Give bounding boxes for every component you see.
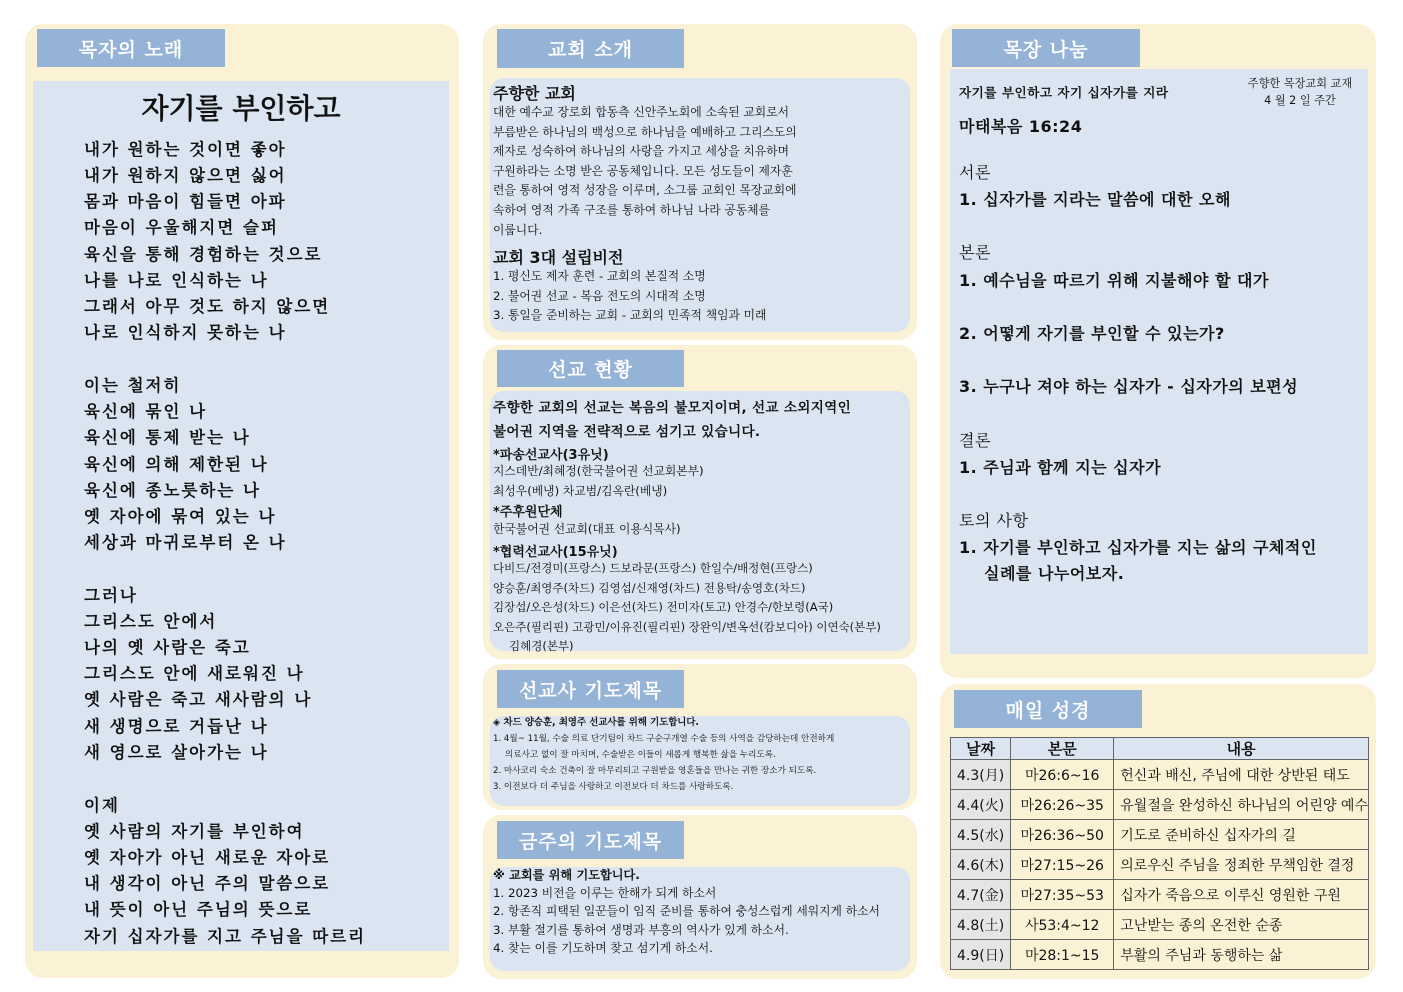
- body-item: 2. 어떻게 자기를 부인할 수 있는가?: [959, 324, 1225, 343]
- list-item: 1. 평신도 제자 훈련 - 교회의 본질적 소명: [493, 269, 706, 283]
- list-item: 2. 항존직 피택된 일꾼들이 임직 준비를 통하여 충성스럽게 세워지게 하소서: [493, 904, 880, 919]
- list-item: 의료사고 없이 잘 마치며, 수술받은 이들이 새롭게 행복한 삶을 누리도록.: [505, 750, 776, 760]
- poem-line: 몸과 마음이 힘들면 아파: [84, 192, 287, 211]
- weekly-prayer-title: ※ 교회를 위해 기도합니다.: [493, 868, 640, 882]
- weekly-prayer-list: [493, 884, 880, 958]
- poem-line: 그래서 아무 것도 하지 않으면: [84, 297, 331, 316]
- table-row: 4.3(月) 마26:6~16 헌신과 배신, 주님에 대한 상반된 태도: [951, 760, 1369, 790]
- table-row: 4.6(木) 마27:15~26 의로우신 주님을 정죄한 무책임한 결정: [951, 850, 1369, 880]
- poem-title: 자기를 부인하고: [141, 92, 341, 125]
- cell-sharing-header: 목장 나눔: [952, 29, 1140, 67]
- poem-line: 나로 인식하지 못하는 나: [84, 323, 287, 342]
- intro-header: 교회 소개: [497, 29, 684, 68]
- list-item: 양승훈/최영주(차드) 김영섭/신재영(차드) 전용탁/송영호(차드): [493, 580, 806, 595]
- poem-line: 이제: [84, 796, 120, 815]
- list-item: 김장섭/오은성(차드) 이은선(차드) 전미자(토고) 안경수/한보령(A국): [493, 600, 834, 615]
- sent-missionaries-title: *파송선교사(3유닛): [493, 448, 609, 463]
- table-header-row: [951, 738, 1369, 760]
- church-description: 대한 예수교 장로회 합동측 신안주노회에 소속된 교회로서 부름받은 하나님의 백성으로 하나님을 예배하고 그리스도의 제자로 성숙하여 하나님의 사랑을 가지고 세상을 치유하며 구원하라는 소명 받은 공동체입니다. 모든 성도들이 제자훈 련을 통하여 영적 성장을 이루며, 소그룹 교회인 목장교회에 속하여 영적 가족 구조를 통하여 하나님 나라 공동체를 이룹니다.: [493, 105, 797, 237]
- cell-subject: 자기를 부인하고 자기 십자가를 지라: [959, 85, 1169, 100]
- list-item: 1. 4월~ 11월, 수술 의료 단기팀이 차드 구순구개열 수술 등의 사역을 감당하는데 안전하게: [493, 734, 835, 744]
- list-item: 3. 부활 절기를 통하여 생명과 부흥의 역사가 있게 하소서.: [493, 922, 789, 937]
- pastor-song-header: 목자의 노래: [37, 29, 225, 67]
- poem-line: 옛 자아가 아닌 새로운 자아로: [84, 848, 331, 867]
- support-list: 한국불어권 선교회(대표 이용식목사): [493, 522, 681, 536]
- poem-line: 나의 옛 사람은 죽고: [84, 638, 251, 657]
- cell-week: 4 월 2 일 주간: [1264, 94, 1336, 107]
- table-row: 4.5(水) 마26:36~50 기도로 준비하신 십자가의 길: [951, 820, 1369, 850]
- coop-missionaries-title: *협력선교사(15유닛): [493, 545, 618, 560]
- list-item: 2. 불어권 선교 - 복음 전도의 시대적 소명: [493, 288, 706, 303]
- body-item: 3. 누구나 져야 하는 십자가 - 십자가의 보편성: [959, 377, 1299, 396]
- list-item: 김혜경(본부): [509, 639, 574, 654]
- list-item: 오은주(필리핀) 고광민/이유진(필리핀) 장완익/변옥선(캄보디아) 이연숙(본부): [493, 619, 881, 634]
- vision-title: 교회 3대 설립비전: [493, 248, 624, 267]
- column-header-content: 내용: [1114, 738, 1369, 760]
- daily-bible-header: 매일 성경: [954, 690, 1142, 728]
- poem-line: 옛 사람은 죽고 새사람의 나: [84, 690, 313, 709]
- poem-line: 옛 사람의 자기를 부인하여: [84, 822, 305, 841]
- mission-summary: 주향한 교회의 선교는 복음의 불모지이며, 선교 소외지역인 불어권 지역을 전략적으로 섬기고 있습니다.: [493, 400, 852, 440]
- weekly-prayer-header: 금주의 기도제목: [497, 821, 684, 859]
- conclusion-item: 1. 주님과 함께 지는 십자가: [959, 458, 1162, 477]
- poem-line: 내 뜻이 아닌 주님의 뜻으로: [84, 900, 313, 919]
- poem-line: 육신을 통해 경험하는 것으로: [84, 245, 323, 264]
- poem-line: 육신에 의해 제한된 나: [84, 455, 269, 474]
- table-row: 4.8(土) 사53:4~12 고난받는 종의 온전한 순종: [951, 910, 1369, 940]
- poem-line: 그리스도 안에서: [84, 612, 218, 631]
- cell-material: 주향한 목장교회 교재: [1247, 77, 1353, 90]
- discussion-label: 토의 사항: [959, 511, 1029, 530]
- list-item: 3. 통일을 준비하는 교회 - 교회의 민족적 책임과 미래: [493, 308, 767, 323]
- poem-line: 내 생각이 아닌 주의 말씀으로: [84, 874, 331, 893]
- mission-header: 선교 현황: [497, 350, 684, 387]
- sent-missionaries: [493, 462, 704, 501]
- discussion-item: 1. 자기를 부인하고 십자가를 지는 삶의 구체적인: [959, 538, 1317, 557]
- poem-line: 내가 원하지 않으면 싫어: [84, 166, 287, 185]
- missionary-prayer-title: ◈ 차드 양승훈, 최영주 선교사를 위해 기도합니다.: [493, 717, 699, 728]
- poem-line: 세상과 마귀로부터 온 나: [84, 533, 287, 552]
- poem-line: 육신에 종노릇하는 나: [84, 481, 261, 500]
- poem-line: 육신에 통제 받는 나: [84, 428, 251, 447]
- column-header-passage: 본문: [1011, 738, 1114, 760]
- poem-line: 옛 자아에 묶여 있는 나: [84, 507, 277, 526]
- poem-line: 새 영으로 살아가는 나: [84, 743, 269, 762]
- conclusion-label: 결론: [959, 431, 991, 450]
- missionary-prayer-list: [493, 731, 834, 795]
- list-item: 4. 찾는 이를 기도하며 찾고 섬기게 하소서.: [493, 941, 713, 956]
- poem-line: 나를 나로 인식하는 나: [84, 271, 269, 290]
- list-item: 지스데반/최혜정(한국불어권 선교회본부): [493, 464, 704, 478]
- poem-line: 새 생명으로 거듭난 나: [84, 717, 269, 736]
- coop-missionaries: [493, 559, 881, 657]
- list-item: 2. 마사코리 숙소 건축이 잘 마무리되고 구원받을 영혼들을 만나는 귀한 장소가 되도록.: [493, 766, 817, 776]
- poem-line: 이는 철저히: [84, 376, 182, 395]
- list-item: 1. 2023 비전을 이루는 한해가 되게 하소서: [493, 886, 717, 900]
- list-item: 최성우(베냉) 차교범/김옥란(베냉): [493, 483, 668, 498]
- poem-line: 그러나: [84, 586, 138, 605]
- body-item: 1. 예수님을 따르기 위해 지불해야 할 대가: [959, 271, 1269, 290]
- support-title: *주후원단체: [493, 505, 563, 520]
- poem-line: 내가 원하는 것이면 좋아: [84, 140, 287, 159]
- poem-line: 육신에 묶인 나: [84, 402, 208, 421]
- poem-line: 마음이 우울해지면 슬퍼: [84, 218, 279, 237]
- scripture-reference: 마태복음 16:24: [959, 117, 1083, 136]
- missionary-prayer-header: 선교사 기도제목: [497, 670, 684, 708]
- list-item: 3. 이전보다 더 주님을 사랑하고 이전보다 더 차드를 사랑하도록.: [493, 782, 734, 792]
- table-row: 4.9(日) 마28:1~15 부활의 주님과 동행하는 삶: [951, 940, 1369, 970]
- vision-list: [493, 267, 766, 326]
- list-item: 다비드/전경미(프랑스) 드보라문(프랑스) 한일수/배정현(프랑스): [493, 561, 813, 575]
- table-row: 4.7(金) 마27:35~53 십자가 죽음으로 이루신 영원한 구원: [951, 880, 1369, 910]
- poem-line: 그리스도 안에 새로워진 나: [84, 664, 305, 683]
- poem-line: 자기 십자가를 지고 주님을 따르리: [84, 927, 367, 946]
- column-header-date: 날짜: [951, 738, 1011, 760]
- table-row: 4.4(火) 마26:26~35 유월절을 완성하신 하나님의 어린양 예수: [951, 790, 1369, 820]
- church-name: 주향한 교회: [493, 84, 576, 103]
- discussion-item-continued: 실례를 나누어보자.: [984, 564, 1125, 583]
- intro-label: 서론: [959, 163, 991, 182]
- body-label: 본론: [959, 243, 991, 262]
- cell-material-info: [1232, 75, 1368, 109]
- daily-bible-table: [950, 737, 1369, 970]
- intro-item: 1. 십자가를 지라는 말씀에 대한 오해: [959, 190, 1231, 209]
